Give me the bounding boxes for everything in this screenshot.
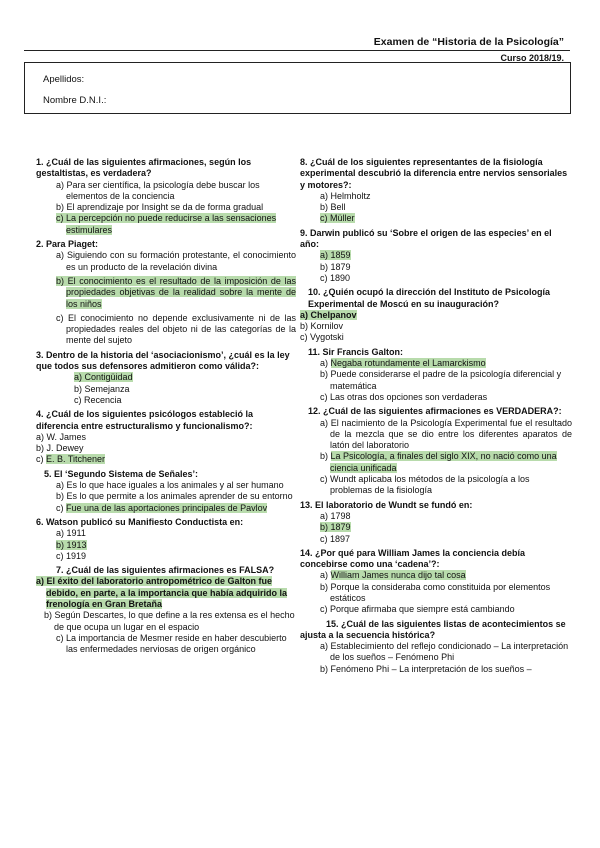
answer-option[interactable] bbox=[320, 418, 572, 452]
answer-option[interactable] bbox=[320, 511, 572, 522]
answer-option[interactable] bbox=[56, 480, 296, 491]
option-text: E. B. Titchener bbox=[46, 454, 106, 465]
question-11: 11. Sir Francis Galton: bbox=[308, 346, 404, 357]
answer-option[interactable] bbox=[320, 273, 572, 284]
answer-option[interactable] bbox=[320, 392, 572, 403]
option-text: Contigüidad bbox=[84, 372, 133, 383]
option-letter: c) bbox=[36, 454, 44, 465]
answer-option[interactable] bbox=[320, 664, 572, 675]
option-letter: b) bbox=[74, 383, 83, 394]
question-7: 7. ¿Cuál de las siguientes afirmaciones es FALSA? bbox=[56, 565, 275, 576]
option-text: Es lo que permite a los animales aprender de su entorno bbox=[66, 491, 293, 502]
answer-option[interactable] bbox=[56, 633, 296, 656]
answer-option[interactable] bbox=[300, 321, 572, 332]
question-1: 1. ¿Cuál de las siguientes afirmaciones, según los gestaltistas, es verdadera? bbox=[36, 157, 252, 179]
option-letter: a) bbox=[320, 358, 329, 369]
option-text: El conocimiento no depende exclusivamente ni de las propiedades reales del objeto ni de las categorías de la mente del sujeto bbox=[66, 312, 296, 346]
answer-option-correct[interactable] bbox=[320, 358, 572, 369]
answer-option-correct[interactable] bbox=[320, 213, 572, 224]
answer-option[interactable] bbox=[320, 202, 572, 213]
option-text: El aprendizaje por Insight se da de forma gradual bbox=[66, 202, 264, 213]
answer-option-correct[interactable] bbox=[74, 372, 296, 383]
option-text: 1859 bbox=[330, 250, 351, 261]
option-letter: c) bbox=[320, 533, 328, 544]
option-text: La percepción no puede reducirse a las sensaciones estimulares bbox=[66, 213, 277, 235]
option-letter: a) bbox=[320, 510, 329, 521]
option-text: El nacimiento de la Psicología Experimental fue el resultado de la mezcla que se dio entre los diferentes aparatos de latón del laboratorio bbox=[330, 417, 572, 451]
option-text: 1890 bbox=[330, 272, 351, 283]
option-text: La Psicología, a finales del siglo XIX, no nació como una ciencia unificada bbox=[330, 451, 557, 473]
option-text: Vygotski bbox=[310, 332, 344, 343]
option-text: 1879 bbox=[330, 522, 351, 533]
option-letter: b) bbox=[56, 275, 65, 286]
option-letter: a) bbox=[320, 641, 329, 652]
question-10: 10. ¿Quién ocupó la dirección del Instituto de Psicología Experimental de Moscú en su inauguración? bbox=[308, 287, 551, 309]
answer-option-correct[interactable] bbox=[56, 213, 296, 236]
right-question-column bbox=[300, 157, 572, 675]
option-letter: b) bbox=[56, 491, 65, 502]
option-text: Semejanza bbox=[84, 383, 130, 394]
option-text: Recencia bbox=[84, 394, 122, 405]
option-letter: a) bbox=[36, 576, 45, 587]
question-4: 4. ¿Cuál de los siguientes psicólogos estableció la diferencia entre estructuralismo y funcionalismo?: bbox=[36, 409, 254, 431]
option-letter: b) bbox=[36, 443, 45, 454]
option-text: 1897 bbox=[330, 533, 351, 544]
option-text: Las otras dos opciones son verdaderas bbox=[330, 391, 488, 402]
answer-option[interactable] bbox=[320, 604, 572, 615]
question-12: 12. ¿Cuál de las siguientes afirmaciones es VERDADERA?: bbox=[308, 406, 562, 417]
option-letter: b) bbox=[320, 451, 329, 462]
answer-option[interactable] bbox=[74, 384, 296, 395]
question-15: 15. ¿Cuál de las siguientes listas de acontecimientos se ajusta a la secuencia histórica? bbox=[300, 618, 566, 640]
option-text: Porque la consideraba como constituida por elementos estáticos bbox=[330, 581, 551, 603]
option-letter: b) bbox=[56, 202, 65, 213]
option-text: Es lo que hace iguales a los animales y al ser humano bbox=[66, 480, 284, 491]
option-text: Bell bbox=[330, 202, 346, 213]
student-id-box bbox=[24, 62, 571, 114]
option-text: El conocimiento es el resultado de la imposición de las propiedades objetivas de la realidad sobre la mente de los niños bbox=[66, 275, 296, 309]
answer-option[interactable] bbox=[320, 534, 572, 545]
option-letter: b) bbox=[320, 369, 329, 380]
option-text: Siguiendo con su formación protestante, el conocimiento es un producto de la revelación divina bbox=[66, 250, 296, 272]
option-text: Helmholtz bbox=[330, 190, 371, 201]
option-letter: b) bbox=[320, 581, 329, 592]
answer-option[interactable] bbox=[36, 443, 296, 454]
option-text: Porque afirmaba que siempre está cambiando bbox=[330, 604, 515, 615]
answer-option-correct[interactable] bbox=[56, 503, 296, 514]
option-text: Chelpanov bbox=[310, 309, 357, 320]
answer-option[interactable] bbox=[56, 180, 296, 203]
option-letter: a) bbox=[56, 528, 65, 539]
answer-option-correct[interactable] bbox=[320, 570, 572, 581]
answer-option[interactable] bbox=[56, 551, 296, 562]
option-text: W. James bbox=[46, 431, 87, 442]
option-text: 1879 bbox=[330, 261, 351, 272]
option-letter: c) bbox=[320, 474, 328, 485]
option-text: William James nunca dijo tal cosa bbox=[330, 570, 466, 581]
answer-option[interactable] bbox=[300, 332, 572, 343]
question-9: 9. Darwin publicó su ‘Sobre el origen de las especies’ en el año: bbox=[300, 227, 552, 250]
answer-option[interactable] bbox=[56, 528, 296, 539]
surname-field-label: Apellidos: bbox=[43, 74, 85, 85]
course-label: Curso 2018/19. bbox=[500, 53, 564, 63]
answer-option-correct[interactable] bbox=[36, 454, 296, 465]
option-text: Negaba rotundamente el Lamarckismo bbox=[330, 358, 486, 369]
answer-option[interactable] bbox=[320, 369, 572, 392]
option-text: 1911 bbox=[66, 528, 86, 539]
answer-option[interactable] bbox=[44, 610, 296, 633]
question-5: 5. El ‘Segundo Sistema de Señales’: bbox=[44, 468, 199, 479]
answer-option-correct[interactable] bbox=[320, 451, 572, 474]
question-2: 2. Para Piaget: bbox=[36, 239, 99, 250]
option-letter: b) bbox=[320, 663, 329, 674]
option-text: 1913 bbox=[66, 539, 87, 550]
option-letter: a) bbox=[320, 190, 329, 201]
option-text: El éxito del laboratorio antropométrico de Galton fue debido, en parte, a la importancia que había adquirido la frenología en Gran Bretaña bbox=[46, 576, 288, 609]
option-letter: c) bbox=[320, 272, 328, 283]
option-text: La importancia de Mesmer reside en haber descubierto las enfermedades nerviosas de origen orgánico bbox=[66, 632, 287, 655]
answer-option[interactable] bbox=[56, 202, 296, 213]
left-question-column bbox=[36, 157, 296, 655]
option-letter: a) bbox=[36, 431, 45, 442]
answer-option[interactable] bbox=[56, 313, 296, 347]
option-text: 1919 bbox=[66, 550, 87, 561]
exam-title: Examen de “Historia de la Psicología” bbox=[373, 36, 564, 48]
option-letter: b) bbox=[320, 522, 329, 533]
option-letter: b) bbox=[320, 202, 329, 213]
option-letter: b) bbox=[44, 610, 53, 621]
option-text: J. Dewey bbox=[46, 443, 84, 454]
page-rule bbox=[24, 50, 570, 51]
answer-option-correct[interactable] bbox=[300, 310, 572, 321]
option-letter: a) bbox=[320, 417, 329, 428]
answer-option[interactable] bbox=[74, 395, 296, 406]
answer-option-correct[interactable] bbox=[56, 276, 296, 310]
option-letter: c) bbox=[320, 604, 328, 615]
answer-option-correct[interactable] bbox=[320, 250, 572, 261]
option-letter: c) bbox=[300, 332, 308, 343]
option-letter: c) bbox=[56, 550, 64, 561]
answer-option-correct[interactable] bbox=[36, 576, 296, 610]
answer-option[interactable] bbox=[36, 432, 296, 443]
option-letter: c) bbox=[56, 502, 64, 513]
answer-option-correct[interactable] bbox=[56, 540, 296, 551]
option-letter: c) bbox=[320, 213, 328, 224]
option-letter: a) bbox=[300, 309, 309, 320]
option-letter: a) bbox=[56, 179, 65, 190]
option-letter: a) bbox=[56, 250, 65, 261]
answer-option[interactable] bbox=[56, 250, 296, 273]
name-dni-field-label: Nombre D.N.I.: bbox=[43, 95, 107, 106]
answer-option[interactable] bbox=[56, 491, 296, 502]
option-text: Para ser científica, la psicología debe buscar los elementos de la conciencia bbox=[66, 179, 260, 201]
option-text: Müller bbox=[330, 213, 355, 224]
option-letter: c) bbox=[56, 213, 64, 224]
option-letter: a) bbox=[320, 250, 329, 261]
option-letter: b) bbox=[320, 261, 329, 272]
option-letter: a) bbox=[320, 570, 329, 581]
question-3: 3. Dentro de la historia del ‘asociacionismo’, ¿cuál es la ley que todos sus defensores admitieron como válida?: bbox=[36, 349, 290, 372]
option-letter: a) bbox=[56, 480, 65, 491]
question-13: 13. El laboratorio de Wundt se fundó en: bbox=[300, 499, 473, 510]
option-letter: c) bbox=[56, 632, 64, 643]
option-letter: b) bbox=[56, 539, 65, 550]
option-text: Fue una de las aportaciones principales de Pavlov bbox=[66, 502, 268, 513]
option-text: Establecimiento del reflejo condicionado – La interpretación de los sueños – Fenómeno Phi bbox=[330, 641, 569, 663]
answer-option[interactable] bbox=[320, 582, 572, 605]
option-text: Fenómeno Phi – La interpretación de los sueños – bbox=[330, 663, 532, 674]
answer-option[interactable] bbox=[320, 191, 572, 202]
question-6: 6. Watson publicó su Manifiesto Conductista en: bbox=[36, 516, 244, 527]
option-letter: c) bbox=[74, 394, 82, 405]
option-letter: c) bbox=[320, 391, 328, 402]
option-text: Wundt aplicaba los métodos de la psicología a los problemas de la fisiología bbox=[330, 474, 530, 496]
option-letter: a) bbox=[74, 372, 83, 383]
option-text: 1798 bbox=[330, 510, 351, 521]
option-text: Kornilov bbox=[310, 321, 344, 332]
question-8: 8. ¿Cuál de los siguientes representantes de la fisiología experimental descubrió la diferencia entre nervios sensoriales y motores?: bbox=[300, 157, 568, 190]
option-letter: c) bbox=[56, 312, 64, 323]
answer-option[interactable] bbox=[320, 262, 572, 273]
question-14: 14. ¿Por qué para William James la conciencia debía concebirse como una ‘cadena’?: bbox=[300, 547, 526, 570]
option-letter: b) bbox=[300, 321, 309, 332]
answer-option[interactable] bbox=[320, 474, 572, 497]
answer-option-correct[interactable] bbox=[320, 522, 572, 533]
option-text: Según Descartes, lo que define a la res extensa es el hecho de que ocupa un lugar en el espacio bbox=[54, 610, 295, 632]
option-text: Puede considerarse el padre de la psicología diferencial y matemática bbox=[330, 369, 562, 391]
answer-option[interactable] bbox=[320, 641, 572, 664]
